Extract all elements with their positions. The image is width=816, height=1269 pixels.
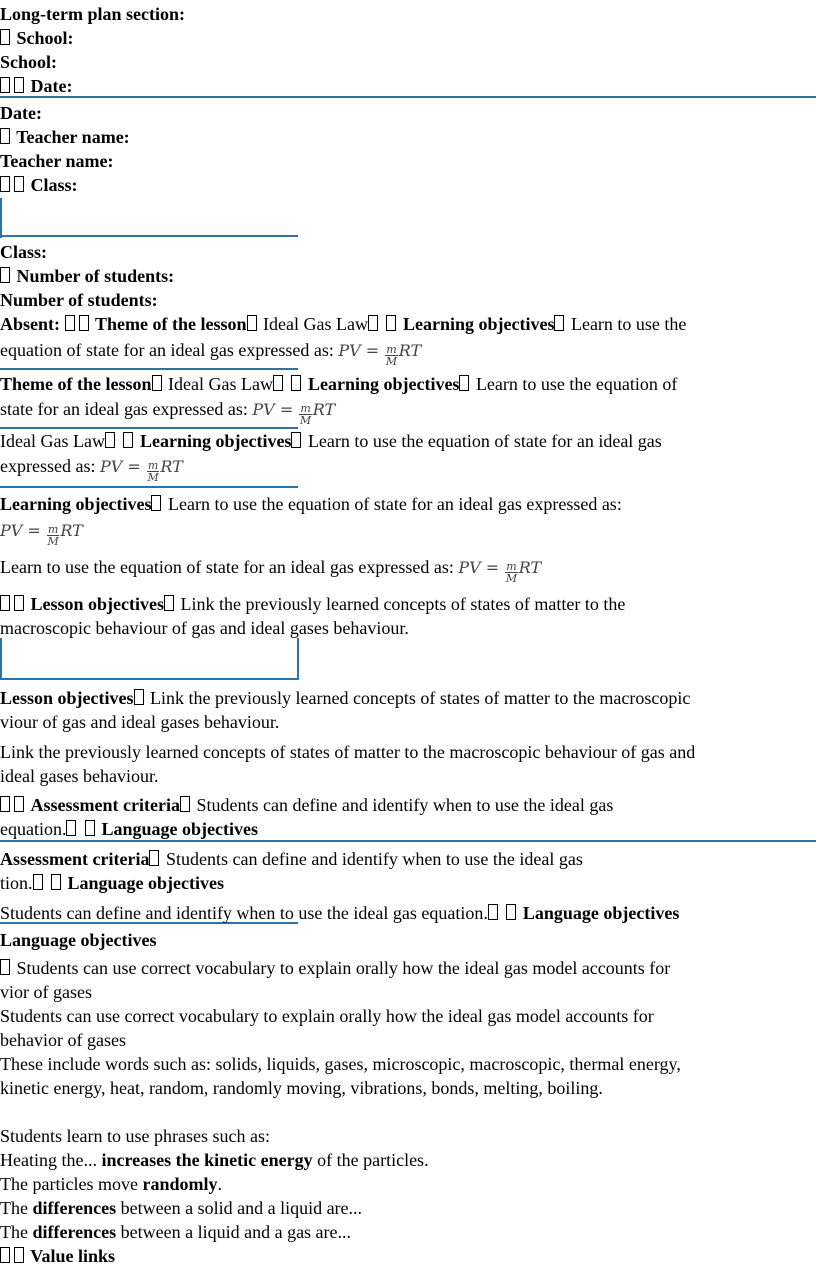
glyph-icon — [164, 595, 174, 611]
language-line: Students can use correct vocabulary to explain orally how the ideal gas model accounts for — [0, 1006, 654, 1026]
glyph-icon — [85, 820, 95, 836]
ideal-gas-equation — [99, 457, 183, 484]
lesson-line: Link the previously learned concepts of states of matter to the macroscopic behaviour of gas and — [0, 742, 696, 762]
ideal-gas-equation — [0, 521, 83, 548]
glyph-icon — [459, 375, 469, 391]
eq-num: m — [386, 343, 397, 356]
theme-value-row — [0, 429, 662, 453]
eq-num: m — [300, 402, 311, 415]
theme-row — [0, 372, 677, 396]
assessment-line — [0, 871, 224, 895]
phrase-text: between a liquid and a gas are... — [120, 1222, 352, 1242]
lo-text: Learn to use the — [570, 314, 687, 334]
ideal-gas-equation — [338, 341, 422, 368]
assessment-label: Assessment criteria — [30, 795, 180, 815]
eq-den: M — [505, 572, 518, 585]
glyph-icon — [386, 315, 396, 331]
language-line: behavior of gases — [0, 1030, 126, 1050]
phrase-text: of the particles. — [317, 1150, 429, 1170]
glyph-icon — [0, 796, 10, 812]
eq-den: M — [47, 535, 59, 548]
assessment-text: tion. — [0, 873, 33, 893]
glyph-icon — [105, 432, 115, 448]
phrase-line — [0, 1196, 362, 1220]
language-label: Language objectives — [0, 930, 157, 950]
glyph-icon — [247, 315, 257, 331]
assessment-text: Students can define and identify when to use the ideal gas — [196, 795, 614, 815]
field-class — [0, 173, 78, 197]
eq-fraction — [385, 344, 397, 367]
ideal-gas-equation — [458, 558, 542, 585]
eq-fraction — [299, 403, 311, 426]
assessment-line — [0, 817, 258, 841]
glyph-icon — [0, 595, 10, 611]
glyph-icon — [0, 959, 10, 975]
assessment-text: Students can define and identify when to use the ideal gas equation. — [0, 903, 488, 923]
glyph-icon — [79, 315, 89, 331]
field-class: Class: — [0, 242, 48, 262]
field-date: Date: — [0, 103, 42, 123]
phrase-text: . — [217, 1174, 222, 1194]
lo-text: state for an ideal gas expressed as: — [0, 399, 248, 419]
phrase-emphasis: differences — [32, 1198, 117, 1218]
lo-line — [0, 454, 183, 483]
eq-lhs: PV = — [252, 400, 294, 419]
divider-line — [0, 96, 816, 98]
phrase-line — [0, 1148, 429, 1172]
assessment-text: equation. — [0, 819, 67, 839]
phrase-emphasis: randomly — [142, 1174, 218, 1194]
field-date — [0, 74, 72, 98]
eq-num: m — [506, 560, 517, 573]
lesson-text: Link the previously learned concepts of states of matter to the — [180, 594, 626, 614]
glyph-icon — [66, 820, 76, 836]
lo-label: Learning objectives — [402, 314, 555, 334]
eq-lhs: PV = — [338, 341, 380, 360]
lo-text: Learn to use the equation of state for an ideal gas — [307, 431, 662, 451]
field-students: Number of students: — [0, 290, 158, 310]
theme-label: Theme of the lesson — [95, 314, 247, 334]
field-school — [0, 26, 74, 50]
glyph-icon — [14, 1247, 24, 1263]
divider-line — [0, 638, 2, 680]
glyph-icon — [51, 874, 61, 890]
language-line: vior of gases — [0, 982, 92, 1002]
phrase-line — [0, 1220, 351, 1244]
glyph-icon — [0, 77, 10, 93]
lesson-line: ideal gases behaviour. — [0, 766, 159, 786]
eq-den: M — [299, 414, 312, 427]
lesson-label: Lesson objectives — [0, 688, 134, 708]
absent-row — [0, 312, 686, 336]
glyph-icon — [65, 315, 75, 331]
glyph-icon — [0, 1247, 10, 1263]
field-teacher — [0, 125, 130, 149]
phrase-emphasis: increases the kinetic energy — [101, 1150, 313, 1170]
glyph-icon — [0, 267, 10, 283]
eq-rhs: RT — [60, 521, 83, 540]
divider-line — [297, 638, 299, 680]
glyph-icon — [14, 176, 24, 192]
lesson-row — [0, 686, 690, 710]
lo-label: Learning objectives — [139, 431, 292, 451]
glyph-icon — [0, 176, 10, 192]
eq-num: m — [147, 459, 159, 472]
lesson-row — [0, 592, 625, 616]
eq-num: m — [47, 523, 59, 536]
ideal-gas-equation — [252, 400, 336, 427]
field-teacher: Teacher name: — [0, 151, 114, 171]
glyph-icon — [0, 29, 10, 45]
lo-line — [0, 518, 83, 547]
vocab-line: kinetic energy, heat, random, randomly moving, vibrations, bonds, melting, boiling. — [0, 1078, 603, 1098]
lo-text: Learn to use the equation of state for an ideal gas expressed as: — [0, 557, 454, 577]
language-line — [0, 956, 670, 980]
field-label: Teacher name: — [16, 127, 130, 147]
eq-rhs: RT — [518, 558, 542, 577]
glyph-icon — [291, 432, 301, 448]
eq-rhs: RT — [160, 457, 183, 476]
glyph-icon — [151, 495, 161, 511]
glyph-icon — [123, 432, 133, 448]
value-links-label: Value links — [30, 1246, 116, 1266]
theme-label: Theme of the lesson — [0, 374, 152, 394]
theme-value: Ideal Gas Law — [168, 374, 273, 394]
glyph-icon — [134, 689, 144, 705]
glyph-icon — [14, 595, 24, 611]
eq-rhs: RT — [312, 400, 336, 419]
glyph-icon — [33, 874, 43, 890]
eq-lhs: PV = — [99, 457, 141, 476]
divider-line — [0, 235, 298, 237]
phrase-line — [0, 1172, 222, 1196]
field-label: Date: — [30, 76, 73, 96]
section-title: Long-term plan section: — [0, 4, 185, 24]
phrase-text: The — [0, 1198, 28, 1218]
glyph-icon — [506, 904, 516, 920]
eq-den: M — [147, 471, 159, 484]
eq-fraction — [505, 561, 517, 584]
lo-line — [0, 555, 541, 584]
vocab-line: These include words such as: solids, liquids, gases, microscopic, macroscopic, thermal energy, — [0, 1054, 681, 1074]
phrase-text: The particles move — [0, 1174, 138, 1194]
value-links-row — [0, 1244, 115, 1268]
assessment-row — [0, 847, 583, 871]
lo-label: Learning objectives — [0, 494, 152, 514]
glyph-icon — [0, 128, 10, 144]
glyph-icon — [14, 77, 24, 93]
glyph-icon — [14, 796, 24, 812]
lo-text: equation of state for an ideal gas expressed as: — [0, 340, 334, 360]
eq-den: M — [385, 355, 398, 368]
theme-value: Ideal Gas Law — [263, 314, 368, 334]
lo-text: expressed as: — [0, 456, 96, 476]
lesson-text: Link the previously learned concepts of states of matter to the macroscopic — [150, 688, 691, 708]
lo-row — [0, 492, 622, 516]
lo-text: Learn to use the equation of — [475, 374, 678, 394]
glyph-icon — [149, 850, 159, 866]
assessment-line — [0, 901, 679, 925]
divider-line — [0, 678, 299, 680]
glyph-icon — [180, 796, 190, 812]
lesson-label: Lesson objectives — [30, 594, 164, 614]
divider-line — [0, 486, 298, 488]
assessment-label: Assessment criteria — [0, 849, 150, 869]
lo-line — [0, 397, 335, 426]
phrases-intro: Students learn to use phrases such as: — [0, 1126, 270, 1146]
eq-rhs: RT — [398, 341, 422, 360]
language-label: Language objectives — [101, 819, 258, 839]
divider-line — [0, 198, 2, 238]
lesson-line: macroscopic behaviour of gas and ideal gases behaviour. — [0, 618, 409, 638]
absent-label: Absent: — [0, 314, 61, 334]
theme-value: Ideal Gas Law — [0, 431, 105, 451]
language-label: Language objectives — [67, 873, 225, 893]
glyph-icon — [291, 375, 301, 391]
eq-lhs: PV = — [458, 558, 500, 577]
lo-text: Learn to use the equation of state for an ideal gas expressed as: — [167, 494, 622, 514]
assessment-text: Students can define and identify when to use the ideal gas — [165, 849, 583, 869]
language-label: Language objectives — [522, 903, 680, 923]
phrase-emphasis: differences — [32, 1222, 117, 1242]
lo-line — [0, 338, 421, 367]
field-students — [0, 264, 174, 288]
phrase-text: The — [0, 1222, 28, 1242]
glyph-icon — [488, 904, 498, 920]
glyph-icon — [152, 375, 162, 391]
field-label: School: — [16, 28, 74, 48]
field-school: School: — [0, 52, 58, 72]
eq-fraction — [147, 460, 159, 483]
field-label: Number of students: — [16, 266, 175, 286]
language-text: Students can use correct vocabulary to explain orally how the ideal gas model accounts for — [16, 958, 671, 978]
glyph-icon — [273, 375, 283, 391]
field-label: Class: — [30, 175, 78, 195]
lo-label: Learning objectives — [307, 374, 460, 394]
eq-fraction — [47, 524, 59, 547]
divider-line — [0, 368, 298, 370]
lesson-line: viour of gas and ideal gases behaviour. — [0, 712, 280, 732]
glyph-icon — [554, 315, 564, 331]
phrase-text: Heating the... — [0, 1150, 97, 1170]
glyph-icon — [368, 315, 378, 331]
assessment-row — [0, 793, 613, 817]
eq-lhs: PV = — [0, 521, 41, 540]
phrase-text: between a solid and a liquid are... — [120, 1198, 363, 1218]
